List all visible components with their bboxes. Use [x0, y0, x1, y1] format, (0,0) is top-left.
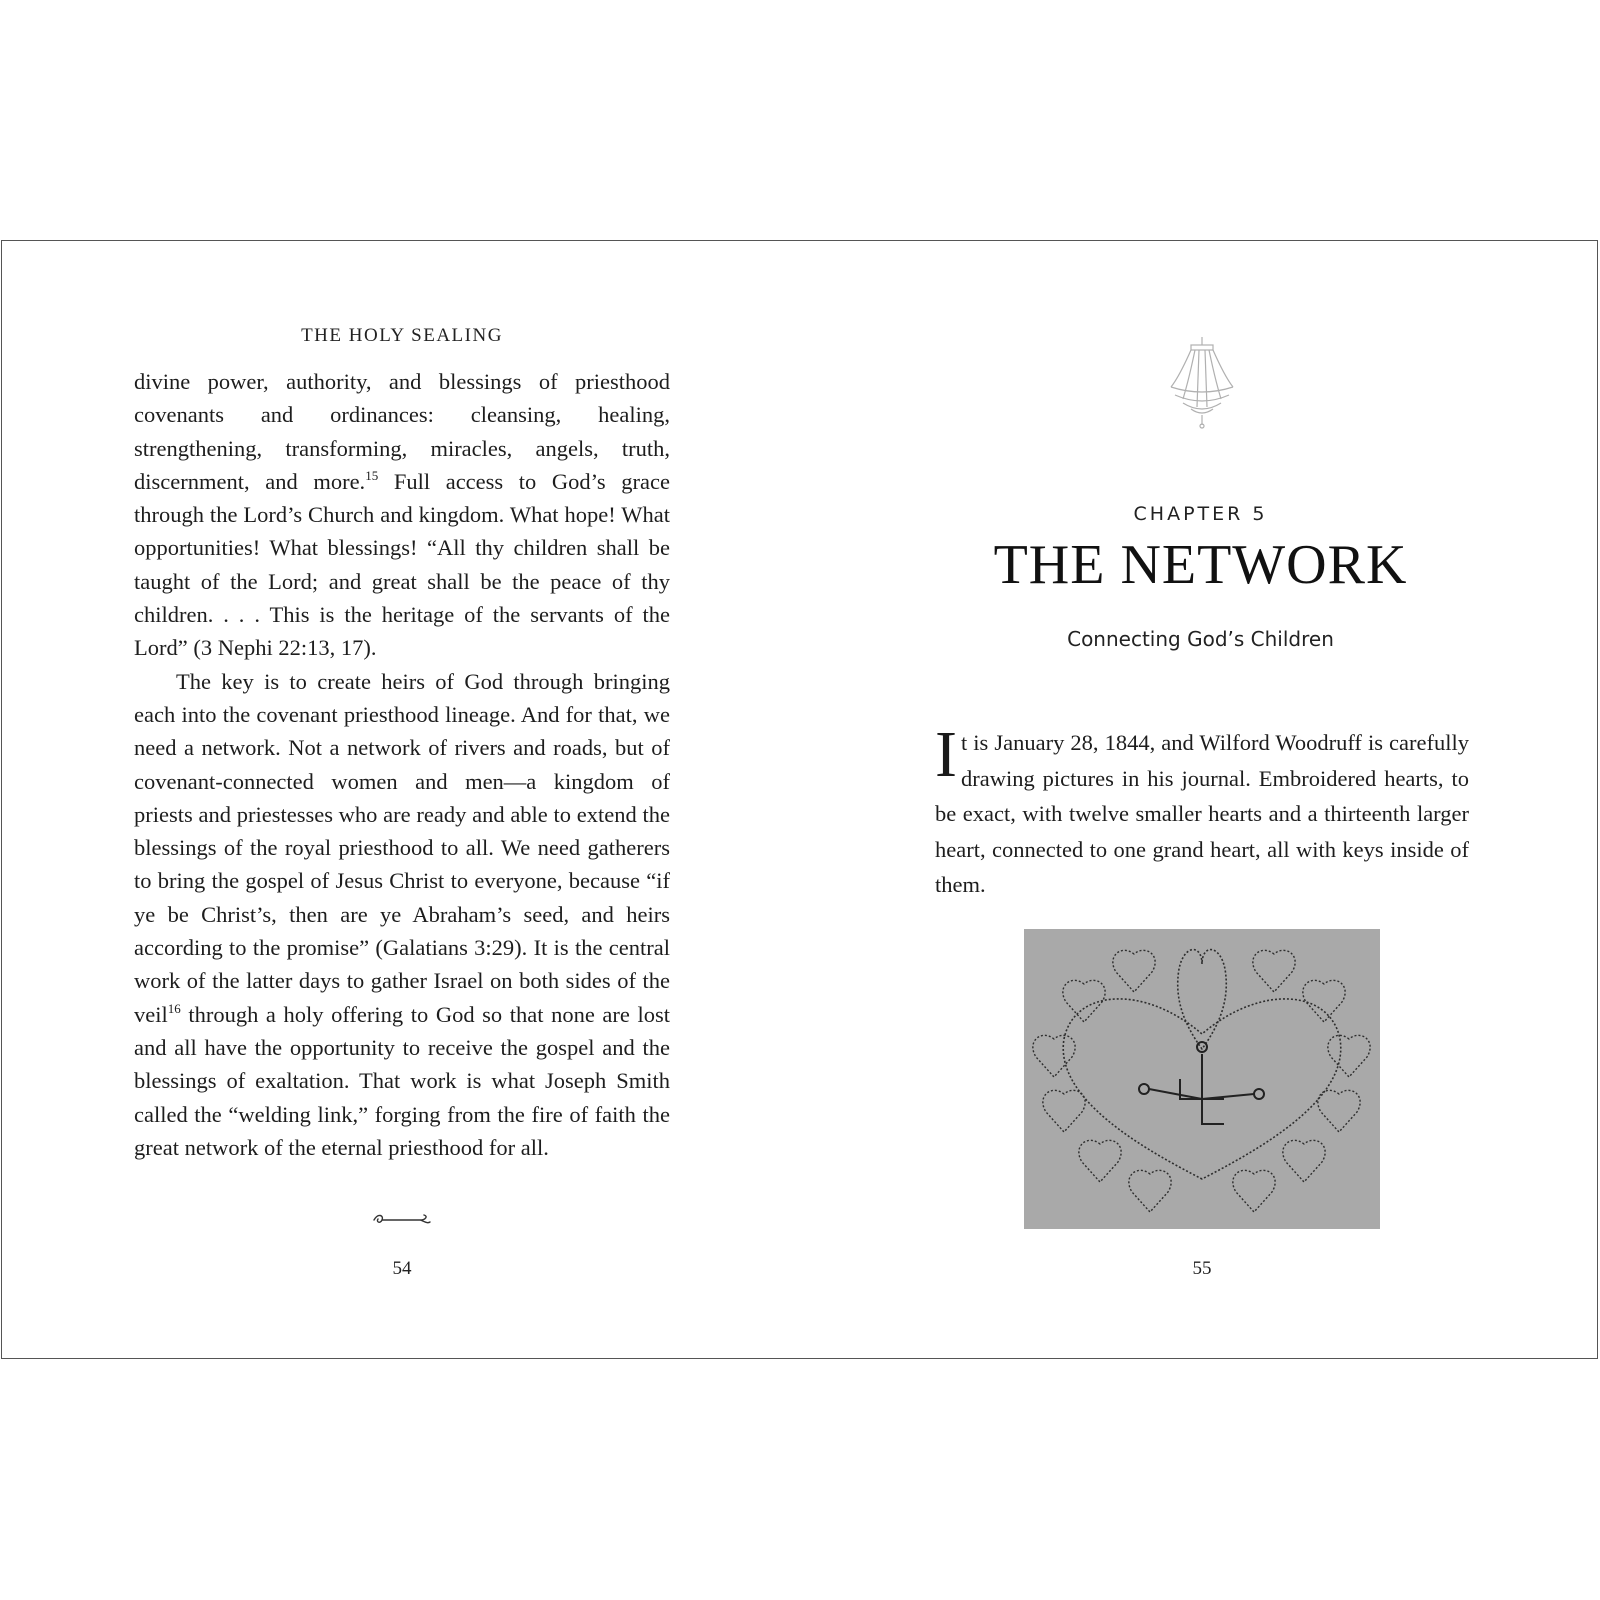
chapter-title: THE NETWORK: [993, 534, 1408, 596]
chandelier-icon: [1165, 337, 1239, 429]
embroidered-hearts-illustration: [1024, 929, 1380, 1229]
page-number-right: 55: [1192, 1258, 1212, 1279]
footnote-marker: 15: [365, 467, 379, 483]
opening-paragraph: It is January 28, 1844, and Wilford Woodruff is carefully drawing pictures in his journal. Embroidered hearts, to be exact, with twelve smaller hearts and a thirteenth larger heart, connected to one grand heart, all with keys inside of them.: [935, 718, 1469, 897]
flourish-ornament-icon: [370, 1211, 432, 1229]
footnote-marker: 16: [167, 1000, 181, 1016]
chapter-subtitle: Connecting God’s Children: [1067, 627, 1334, 651]
left-page: [2, 241, 802, 1358]
book-spread: [1, 240, 1598, 1359]
right-page: [802, 241, 1599, 1358]
chapter-label: CHAPTER 5: [1133, 503, 1268, 525]
paragraph: The key is to create heirs of God through bringing each into the covenant priesthood lineage. And for that, we need a network. Not a network of rivers and roads, but of covenant-connected women and men—a kingdom of priests and priestesses who are ready and able to extend the blessings of the royal priesthood to all. We need gatherers to bring the gospel of Jesus Christ to everyone, because “if ye be Christ’s, then are ye Abraham’s seed, and heirs according to the promise” (Galatians 3:29). It is the central work of the latter days to gather Israel on both sides of the veil$^{16}$ through a holy offering to God so that none are lost and all have the opportunity to receive the gospel and the blessings of exaltation. That work is what Joseph Smith called the “welding link,” forging from the fire of faith the great network of the eternal priesthood for all.: [134, 668, 670, 1160]
left-body-text: [134, 365, 670, 1164]
drop-cap: I: [935, 718, 957, 791]
hearts-drawing: [1024, 929, 1380, 1229]
page-number-left: 54: [392, 1258, 412, 1279]
running-head: THE HOLY SEALING: [301, 325, 503, 346]
paragraph: divine power, authority, and blessings of priesthood covenants and ordinances: cleansing, healing, strengthening, transforming, miracles, angels, truth, discernment, and more.$^{15}$ Full access to God’s grace through the Lord’s Church and kingdom. What hope! What opportunities! What blessings! “All thy children shall be taught of the Lord; and great shall be the peace of thy children. . . . This is the heritage of the servants of the Lord” (3 Nephi 22:13, 17).: [134, 369, 670, 661]
